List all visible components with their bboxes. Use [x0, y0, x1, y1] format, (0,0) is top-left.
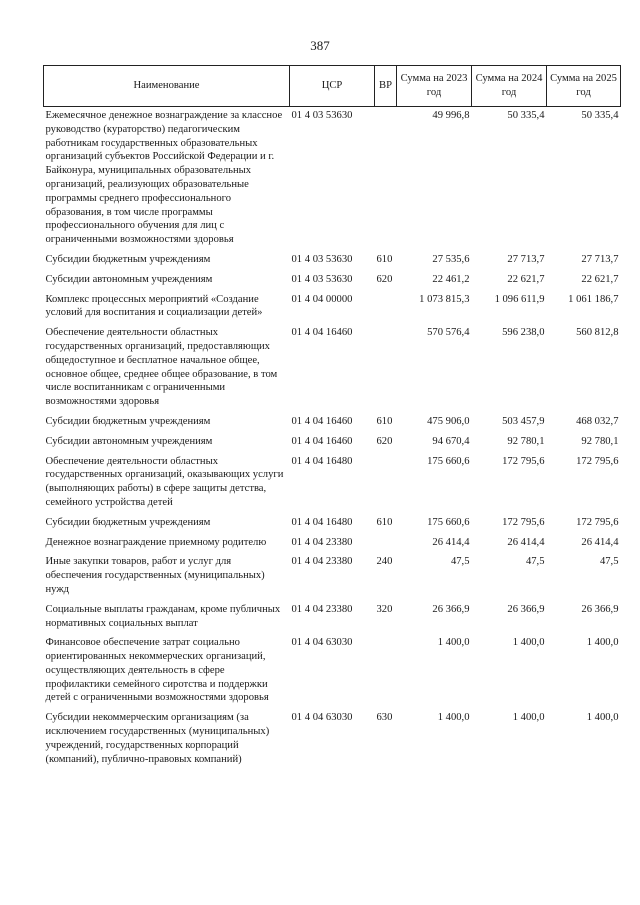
row-sum-2025: 1 400,0 [586, 712, 619, 724]
col-header-2024: Сумма на 2024 год [472, 66, 547, 107]
table-row [44, 514, 621, 534]
row-sum-2023: 26 414,4 [432, 536, 470, 548]
row-sum-2025: 47,5 [599, 556, 619, 568]
row-sum-2025: 468 032,7 [576, 415, 619, 427]
table-row [44, 433, 621, 453]
row-vr: 620 [376, 273, 393, 285]
row-sum-2023: 22 461,2 [432, 273, 470, 285]
row-name: Денежное вознаграждение приемному родителю [45, 536, 267, 548]
col-header-name: Наименование [44, 66, 290, 107]
row-name: Субсидии бюджетным учреждениям [45, 415, 211, 427]
row-sum-2023: 47,5 [450, 556, 470, 568]
table-row [44, 601, 621, 635]
row-sum-2023: 94 670,4 [432, 435, 470, 447]
table-row [44, 107, 621, 251]
row-vr [375, 634, 397, 709]
row-csr: 01 4 04 23380 [291, 556, 353, 568]
row-csr: 01 4 03 53630 [291, 253, 353, 265]
row-sum-2025: 50 335,4 [581, 110, 619, 121]
row-csr: 01 4 04 23380 [291, 603, 353, 615]
row-vr: 610 [376, 415, 393, 427]
row-sum-2024: 27 713,7 [507, 253, 545, 265]
col-header-vr: ВР [375, 66, 397, 107]
row-name: Обеспечение деятельности областных государственных организаций, оказывающих услуги (выполняющих работы) в сфере защиты детства, семейного устройства детей [45, 455, 284, 508]
table-row [44, 413, 621, 433]
table-row [44, 634, 621, 709]
row-sum-2024: 92 780,1 [507, 435, 545, 447]
row-csr: 01 4 04 63030 [291, 712, 353, 724]
budget-table [43, 65, 621, 770]
table-row [44, 709, 621, 770]
row-sum-2023: 1 400,0 [437, 637, 470, 649]
row-sum-2023: 27 535,6 [432, 253, 470, 265]
table-row [44, 453, 621, 514]
row-sum-2023: 175 660,6 [427, 455, 470, 467]
row-csr: 01 4 04 16460 [291, 327, 353, 339]
table-row [44, 553, 621, 600]
row-sum-2025: 560 812,8 [576, 327, 619, 339]
row-sum-2023: 1 073 815,3 [419, 293, 470, 305]
row-csr: 01 4 03 53630 [291, 273, 353, 285]
row-name: Финансовое обеспечение затрат социально ориентированных некоммерческих организаций, осуществляющих деятельность в сфере профилактики семейного сиротства и поддержки детей с ограниченными возможностями здоровья [45, 637, 269, 704]
row-csr: 01 4 04 16460 [291, 435, 353, 447]
row-sum-2024: 172 795,6 [502, 516, 545, 528]
row-sum-2024: 26 366,9 [507, 603, 545, 615]
row-sum-2025: 22 621,7 [581, 273, 619, 285]
row-sum-2024: 1 400,0 [512, 637, 545, 649]
row-vr: 240 [376, 556, 393, 568]
table-header-row [44, 66, 621, 107]
row-sum-2024: 503 457,9 [502, 415, 545, 427]
row-csr: 01 4 03 53630 [291, 110, 353, 121]
row-sum-2023: 475 906,0 [427, 415, 470, 427]
row-sum-2024: 596 238,0 [502, 327, 545, 339]
row-sum-2023: 26 366,9 [432, 603, 470, 615]
col-header-2023: Сумма на 2023 год [397, 66, 472, 107]
table-row [44, 534, 621, 554]
row-name: Субсидии бюджетным учреждениям [45, 516, 211, 528]
col-header-csr: ЦСР [290, 66, 375, 107]
row-sum-2024: 22 621,7 [507, 273, 545, 285]
row-csr: 01 4 04 00000 [291, 293, 353, 305]
row-sum-2023: 1 400,0 [437, 712, 470, 724]
row-vr: 610 [376, 516, 393, 528]
row-sum-2024: 1 400,0 [512, 712, 545, 724]
row-name: Субсидии некоммерческим организациям (за исключением государственных (муниципальных) учреждений, государственных корпораций (компаний), публично-правовых компаний) [45, 712, 270, 765]
table-row [44, 271, 621, 291]
table-row [44, 291, 621, 325]
row-csr: 01 4 04 23380 [291, 536, 353, 548]
row-sum-2025: 172 795,6 [576, 455, 619, 467]
row-sum-2023: 570 576,4 [427, 327, 470, 339]
row-vr: 610 [376, 253, 393, 265]
table-row [44, 324, 621, 413]
row-sum-2025: 26 414,4 [581, 536, 619, 548]
row-name: Субсидии автономным учреждениям [45, 435, 213, 447]
row-csr: 01 4 04 16480 [291, 455, 353, 467]
row-name: Ежемесячное денежное вознаграждение за классное руководство (кураторство) педагогическим работникам государственных образовательных организаций субъектов Российской Федерации и г. Байконура, муниципальных образовательных организаций, реализующих образовательные программы среднего профессионального образования, в том числе программы профессионального обучения для лиц с ограниченными возможностями здоровья [45, 110, 283, 246]
row-sum-2025: 1 061 186,7 [568, 293, 619, 305]
row-sum-2025: 92 780,1 [581, 435, 619, 447]
row-sum-2025: 26 366,9 [581, 603, 619, 615]
row-name: Обеспечение деятельности областных государственных организаций, предоставляющих общедоступное и бесплатное начальное общее, основное общее, среднее общее образование, в том числе воспитанникам с ограниченными возможностями здоровья [45, 327, 278, 408]
row-name: Иные закупки товаров, работ и услуг для обеспечения государственных (муниципальных) нужд [45, 556, 265, 595]
page-number: 387 [310, 38, 330, 53]
table-row [44, 251, 621, 271]
row-sum-2025: 1 400,0 [586, 637, 619, 649]
row-vr: 620 [376, 435, 393, 447]
row-sum-2024: 1 096 611,9 [494, 293, 545, 305]
row-vr [375, 291, 397, 325]
row-name: Субсидии бюджетным учреждениям [45, 253, 211, 265]
row-sum-2024: 50 335,4 [507, 110, 545, 121]
row-csr: 01 4 04 16460 [291, 415, 353, 427]
row-name: Комплекс процессных мероприятий «Создание условий для воспитания и социализации детей» [45, 293, 263, 319]
row-sum-2025: 27 713,7 [581, 253, 619, 265]
row-vr [375, 534, 397, 554]
row-sum-2024: 26 414,4 [507, 536, 545, 548]
row-csr: 01 4 04 63030 [291, 637, 353, 649]
col-header-2025: Сумма на 2025 год [547, 66, 621, 107]
row-sum-2023: 49 996,8 [432, 110, 470, 121]
row-sum-2024: 172 795,6 [502, 455, 545, 467]
row-vr [375, 107, 397, 251]
row-vr: 320 [376, 603, 393, 615]
row-name: Субсидии автономным учреждениям [45, 273, 213, 285]
row-vr [375, 453, 397, 514]
row-sum-2024: 47,5 [525, 556, 545, 568]
row-vr: 630 [376, 712, 393, 724]
row-csr: 01 4 04 16480 [291, 516, 353, 528]
row-sum-2023: 175 660,6 [427, 516, 470, 528]
row-vr [375, 324, 397, 413]
row-name: Социальные выплаты гражданам, кроме публичных нормативных социальных выплат [45, 603, 281, 629]
row-sum-2025: 172 795,6 [576, 516, 619, 528]
